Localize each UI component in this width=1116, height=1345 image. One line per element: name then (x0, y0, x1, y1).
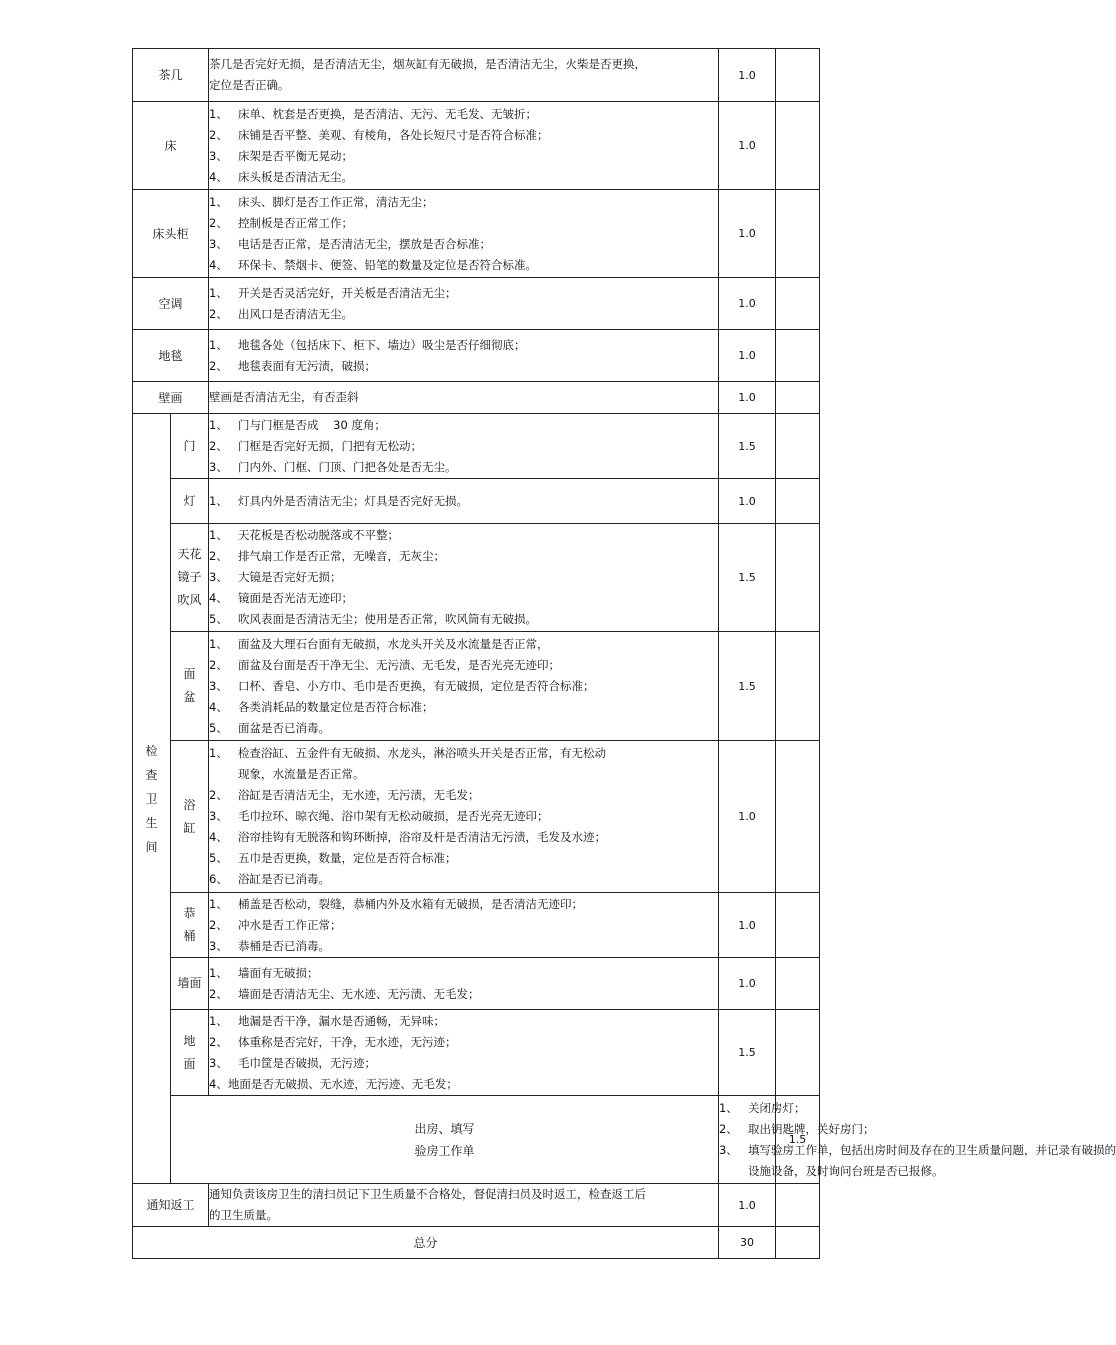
table-row (133, 524, 820, 632)
result-cell (776, 1184, 820, 1227)
item-content: 1、 桶盖是否松动，裂缝，恭桶内外及水箱有无破损，是否清洁无迹印； 2、 冲水是否工作正常； 3、 恭桶是否已消毒。 (209, 893, 719, 958)
table-row (133, 414, 820, 479)
total-label: 总分 (133, 1227, 719, 1259)
sub-item-label: 灯 (171, 479, 209, 524)
sub-item-label: 门 (171, 414, 209, 479)
item-content: 1、 床头、脚灯是否工作正常，清洁无尘； 2、 控制板是否正常工作； 3、 电话是否正常，是否清洁无尘，摆放是否合标准； 4、 环保卡、禁烟卡、便签、铅笔的数量及定位是否符合标准。 (209, 190, 719, 278)
item-label: 床 (133, 102, 209, 190)
sub-item-label: 地面 (171, 1010, 209, 1096)
sub-item-label: 恭桶 (171, 893, 209, 958)
score-value: 1.0 (719, 330, 776, 382)
item-label: 通知返工 (133, 1184, 209, 1227)
score-value: 1.0 (719, 382, 776, 414)
item-content: 1、 门与门框是否成 30 度角； 2、 门框是否完好无损，门把有无松动； 3、 门内外、门框、门顶、门把各处是否无尘。 (209, 414, 719, 479)
item-content: 1、 开关是否灵活完好，开关板是否清洁无尘； 2、 出风口是否清洁无尘。 (209, 278, 719, 330)
sub-item-label: 墙面 (171, 958, 209, 1010)
inspection-table (132, 48, 1116, 1259)
result-cell (776, 479, 820, 524)
group-label-bathroom: 检查卫生间 (133, 414, 171, 1184)
sub-item-label: 浴缸 (171, 741, 209, 893)
table-row (133, 1096, 820, 1184)
item-label: 出房、填写验房工作单 (171, 1096, 719, 1184)
table-row (133, 382, 820, 414)
result-cell (776, 741, 820, 893)
score-value: 1.5 (719, 1010, 776, 1096)
table-row (133, 330, 820, 382)
score-value: 1.0 (719, 741, 776, 893)
result-cell (776, 190, 820, 278)
table-row (133, 632, 820, 741)
table-row (133, 278, 820, 330)
score-value: 1.5 (776, 1096, 820, 1184)
table-row (133, 49, 820, 102)
table-row (133, 958, 820, 1010)
item-content: 1、 灯具内外是否清洁无尘；灯具是否完好无损。 (209, 479, 719, 524)
score-value: 1.0 (719, 958, 776, 1010)
item-content: 壁画是否清洁无尘，有否歪斜 (209, 382, 719, 414)
table-row (133, 1010, 820, 1096)
item-label: 茶几 (133, 49, 209, 102)
item-content: 1、 面盆及大理石台面有无破损，水龙头开关及水流量是否正常， 2、 面盆及台面是否干净无尘、无污渍、无毛发，是否光亮无迹印； 3、 口杯、香皂、小方巾、毛巾是否更换，有无破损，定位是否符合标准； 4、 各类消耗品的数量定位是否符合标准； 5、 面盆是否已消毒。 (209, 632, 719, 741)
result-cell (776, 49, 820, 102)
table-row (133, 893, 820, 958)
result-cell (776, 1227, 820, 1259)
item-content: 1、 地毯各处（包括床下、柜下、墙边）吸尘是否仔细彻底； 2、 地毯表面有无污渍，破损； (209, 330, 719, 382)
result-cell (776, 102, 820, 190)
result-cell (776, 524, 820, 632)
item-content: 1、 地漏是否干净，漏水是否通畅，无异味； 2、 体重称是否完好，干净，无水迹，无污迹； 3、 毛巾筐是否破损，无污迹； 4、地面是否无破损、无水迹，无污迹、无毛发； (209, 1010, 719, 1096)
result-cell (776, 278, 820, 330)
result-cell (776, 382, 820, 414)
table-row (133, 741, 820, 893)
item-content: 1、 墙面有无破损； 2、 墙面是否清洁无尘、无水迹、无污渍、无毛发； (209, 958, 719, 1010)
result-cell (776, 632, 820, 741)
score-value: 1.0 (719, 1184, 776, 1227)
result-cell (776, 330, 820, 382)
score-value: 1.5 (719, 632, 776, 741)
score-value: 1.5 (719, 414, 776, 479)
score-value: 1.0 (719, 893, 776, 958)
item-content: 通知负责该房卫生的清扫员记下卫生质量不合格处，督促清扫员及时返工，检查返工后的卫生质量。 (209, 1184, 719, 1227)
table-row (133, 102, 820, 190)
score-value: 1.0 (719, 49, 776, 102)
sub-item-label: 天花镜子吹风 (171, 524, 209, 632)
item-label: 地毯 (133, 330, 209, 382)
item-content: 1、 床单、枕套是否更换，是否清洁、无污、无毛发、无皱折； 2、 床铺是否平整、美观、有棱角，各处长短尺寸是否符合标准； 3、 床架是否平衡无晃动； 4、 床头板是否清洁无尘。 (209, 102, 719, 190)
result-cell (776, 958, 820, 1010)
sub-item-label: 面盆 (171, 632, 209, 741)
item-content: 1、 天花板是否松动脱落或不平整； 2、 排气扇工作是否正常，无噪音，无灰尘； 3、 大镜是否完好无损； 4、 镜面是否光洁无迹印； 5、 吹风表面是否清洁无尘；使用是否正常，吹风筒有无破损。 (209, 524, 719, 632)
item-content: 茶几是否完好无损，是否清洁无尘，烟灰缸有无破损，是否清洁无尘，火柴是否更换，定位是否正确。 (209, 49, 719, 102)
score-value: 1.0 (719, 190, 776, 278)
table-row (133, 190, 820, 278)
result-cell (776, 414, 820, 479)
total-row (133, 1227, 820, 1259)
score-value: 1.0 (719, 479, 776, 524)
item-label: 空调 (133, 278, 209, 330)
item-label: 壁画 (133, 382, 209, 414)
score-value: 1.5 (719, 524, 776, 632)
result-cell (776, 893, 820, 958)
item-label: 床头柜 (133, 190, 209, 278)
table-row (133, 479, 820, 524)
table-row (133, 1184, 820, 1227)
item-content: 1、 检查浴缸、五金件有无破损、水龙头，淋浴喷头开关是否正常，有无松动 现象，水流量是否正常。 2、 浴缸是否清洁无尘，无水迹，无污渍，无毛发； 3、 毛巾拉环、晾衣绳、浴巾架有无松动破损，是否光亮无迹印； 4、 浴帘挂钩有无脱落和钩环断掉，浴帘及杆是否清洁无污渍，毛发及水迹； 5、 五巾是否更换，数量，定位是否符合标准； 6、 浴缸是否已消毒。 (209, 741, 719, 893)
result-cell (776, 1010, 820, 1096)
score-value: 1.0 (719, 102, 776, 190)
item-content: 1、 关闭房灯； 2、 取出钥匙牌，关好房门； 3、 填写验房工作单，包括出房时间及存在的卫生质量问题，并记录有破损的 设施设备，及时询问台班是否已报修。 (719, 1096, 776, 1184)
score-value: 1.0 (719, 278, 776, 330)
total-score: 30 (719, 1227, 776, 1259)
